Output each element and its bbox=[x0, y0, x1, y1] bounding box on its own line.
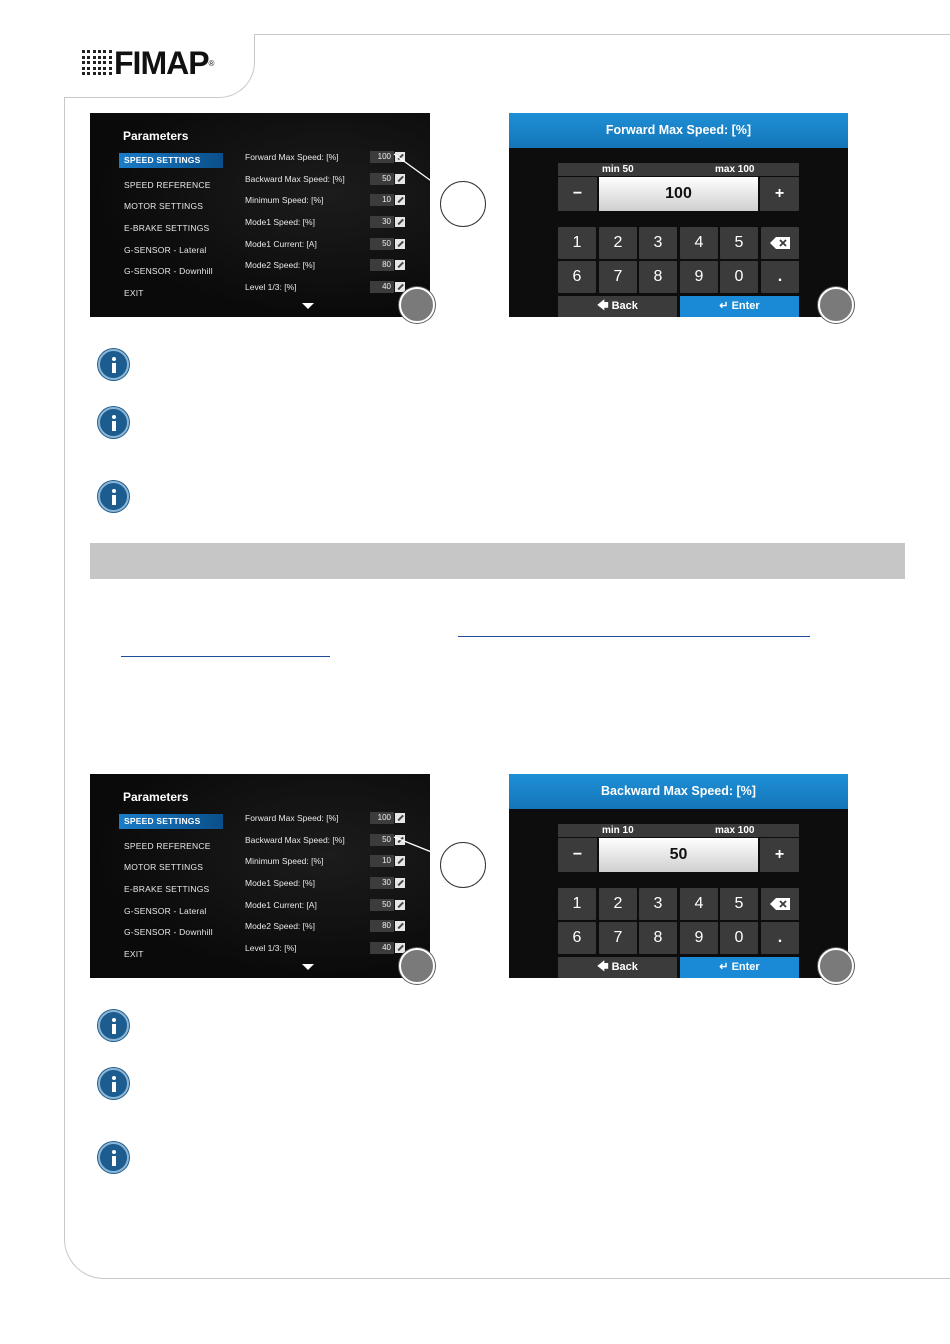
enter-icon: ↵ bbox=[719, 300, 729, 312]
menu-item-speed-settings[interactable]: SPEED SETTINGS bbox=[119, 814, 223, 829]
menu-item-speed-reference[interactable]: SPEED REFERENCE bbox=[124, 179, 211, 190]
arrow-left-icon: 🡄 bbox=[597, 961, 609, 973]
key-3[interactable]: 3 bbox=[639, 227, 677, 259]
parameters-screen-bottom bbox=[90, 774, 430, 978]
backspace-button[interactable] bbox=[761, 227, 799, 259]
param-label: Mode2 Speed: [%] bbox=[245, 921, 315, 932]
param-value: 80 bbox=[370, 920, 394, 932]
keypad-screen-forward bbox=[509, 113, 848, 317]
decrement-button[interactable]: − bbox=[558, 838, 597, 872]
key-2[interactable]: 2 bbox=[599, 227, 637, 259]
arrow-left-icon: 🡄 bbox=[597, 300, 609, 312]
key-7[interactable]: 7 bbox=[599, 922, 637, 954]
logo-dots-icon bbox=[82, 50, 112, 76]
range-min: min 10 bbox=[602, 825, 634, 836]
keypad-title: Backward Max Speed: [%] bbox=[509, 774, 848, 809]
param-label: Mode1 Current: [A] bbox=[245, 899, 317, 910]
figure-marker bbox=[399, 948, 435, 984]
param-label: Mode1 Speed: [%] bbox=[245, 216, 315, 227]
key-9[interactable]: 9 bbox=[680, 922, 718, 954]
edit-icon[interactable] bbox=[395, 217, 405, 227]
range-max: max 100 bbox=[715, 164, 755, 175]
edit-icon[interactable] bbox=[395, 921, 405, 931]
edit-icon[interactable] bbox=[395, 282, 405, 292]
keypad-title: Forward Max Speed: [%] bbox=[509, 113, 848, 148]
menu-item-motor-settings[interactable]: MOTOR SETTINGS bbox=[124, 201, 204, 212]
param-label: Forward Max Speed: [%] bbox=[245, 812, 339, 823]
param-value: 40 bbox=[370, 942, 394, 954]
key-6[interactable]: 6 bbox=[558, 922, 596, 954]
logo-registered-mark: ® bbox=[208, 58, 215, 68]
param-row-mode2-speed bbox=[245, 254, 405, 276]
menu-item-exit[interactable]: EXIT bbox=[124, 288, 144, 299]
page-border-bottom bbox=[64, 1236, 950, 1279]
param-label: Mode1 Current: [A] bbox=[245, 238, 317, 249]
key-8[interactable]: 8 bbox=[639, 261, 677, 293]
increment-button[interactable]: + bbox=[760, 177, 799, 211]
parameters-menu bbox=[119, 153, 229, 305]
edit-icon[interactable] bbox=[395, 239, 405, 249]
chevron-down-icon[interactable] bbox=[302, 964, 314, 970]
param-value: 50 bbox=[370, 834, 394, 846]
enter-button[interactable] bbox=[680, 296, 799, 317]
param-row-mode1-speed bbox=[245, 211, 405, 233]
figure-marker bbox=[818, 287, 854, 323]
backspace-button[interactable] bbox=[761, 888, 799, 920]
range-min: min 50 bbox=[602, 164, 634, 175]
parameters-screen-top bbox=[90, 113, 430, 317]
back-button[interactable] bbox=[558, 957, 677, 978]
hyperlink-underline[interactable] bbox=[458, 636, 810, 637]
key-2[interactable]: 2 bbox=[599, 888, 637, 920]
menu-item-e-brake-settings[interactable]: E-BRAKE SETTINGS bbox=[124, 223, 210, 234]
enter-label: Enter bbox=[731, 961, 760, 973]
menu-item-speed-reference[interactable]: SPEED REFERENCE bbox=[124, 840, 211, 851]
edit-icon[interactable] bbox=[395, 878, 405, 888]
key-decimal[interactable]: . bbox=[761, 922, 799, 954]
param-value: 50 bbox=[370, 238, 394, 250]
menu-item-g-sensor-lateral[interactable]: G-SENSOR - Lateral bbox=[124, 244, 207, 255]
param-label: Minimum Speed: [%] bbox=[245, 856, 324, 867]
back-button[interactable] bbox=[558, 296, 677, 317]
back-label: Back bbox=[611, 961, 638, 973]
param-label: Backward Max Speed: [%] bbox=[245, 173, 345, 184]
enter-button[interactable] bbox=[680, 957, 799, 978]
key-0[interactable]: 0 bbox=[720, 261, 758, 293]
edit-icon[interactable] bbox=[395, 260, 405, 270]
menu-item-g-sensor-lateral[interactable]: G-SENSOR - Lateral bbox=[124, 905, 207, 916]
parameters-title: Parameters bbox=[123, 790, 189, 804]
page-border-top bbox=[254, 34, 950, 35]
info-icon bbox=[98, 1010, 129, 1041]
callout-circle bbox=[440, 842, 486, 888]
param-value: 50 bbox=[370, 899, 394, 911]
param-value: 30 bbox=[370, 216, 394, 228]
menu-item-g-sensor-downhill[interactable]: G-SENSOR - Downhill bbox=[124, 266, 213, 277]
callout-circle bbox=[440, 181, 486, 227]
key-1[interactable]: 1 bbox=[558, 888, 596, 920]
key-6[interactable]: 6 bbox=[558, 261, 596, 293]
menu-item-speed-settings[interactable]: SPEED SETTINGS bbox=[119, 153, 223, 168]
decrement-button[interactable]: − bbox=[558, 177, 597, 211]
enter-label: Enter bbox=[731, 300, 760, 312]
key-7[interactable]: 7 bbox=[599, 261, 637, 293]
hyperlink-underline[interactable] bbox=[121, 656, 330, 657]
logo-text: FIMAP bbox=[114, 44, 209, 81]
param-row-level-1-3 bbox=[245, 276, 405, 298]
param-label: Mode2 Speed: [%] bbox=[245, 260, 315, 271]
param-value: 80 bbox=[370, 259, 394, 271]
info-icon bbox=[98, 1142, 129, 1173]
page-border-left bbox=[64, 97, 65, 1237]
key-0[interactable]: 0 bbox=[720, 922, 758, 954]
figure-marker bbox=[818, 948, 854, 984]
chevron-down-icon[interactable] bbox=[302, 303, 314, 309]
key-decimal[interactable]: . bbox=[761, 261, 799, 293]
param-value: 40 bbox=[370, 281, 394, 293]
param-value: 100 bbox=[370, 812, 394, 824]
param-value: 30 bbox=[370, 877, 394, 889]
param-row-mode1-current bbox=[245, 894, 405, 916]
keypad-screen-backward bbox=[509, 774, 848, 978]
figure-marker bbox=[399, 287, 435, 323]
param-label: Mode1 Speed: [%] bbox=[245, 877, 315, 888]
key-4[interactable]: 4 bbox=[680, 888, 718, 920]
increment-button[interactable]: + bbox=[760, 838, 799, 872]
key-9[interactable]: 9 bbox=[680, 261, 718, 293]
range-max: max 100 bbox=[715, 825, 755, 836]
menu-item-e-brake-settings[interactable]: E-BRAKE SETTINGS bbox=[124, 884, 210, 895]
edit-icon[interactable] bbox=[395, 943, 405, 953]
param-label: Backward Max Speed: [%] bbox=[245, 834, 345, 845]
edit-icon[interactable] bbox=[395, 900, 405, 910]
keypad-value-field[interactable]: 50 bbox=[599, 838, 758, 872]
param-value: 10 bbox=[370, 194, 394, 206]
backspace-icon bbox=[770, 898, 790, 910]
parameters-title: Parameters bbox=[123, 129, 189, 143]
info-icon bbox=[98, 481, 129, 512]
keypad-range bbox=[558, 163, 799, 176]
menu-item-exit[interactable]: EXIT bbox=[124, 949, 144, 960]
edit-icon[interactable] bbox=[395, 813, 405, 823]
keypad-value-field[interactable]: 100 bbox=[599, 177, 758, 211]
back-label: Back bbox=[611, 300, 638, 312]
enter-icon: ↵ bbox=[719, 961, 729, 973]
param-row-mode1-current bbox=[245, 233, 405, 255]
menu-item-motor-settings[interactable]: MOTOR SETTINGS bbox=[124, 862, 204, 873]
info-icon bbox=[98, 1068, 129, 1099]
key-3[interactable]: 3 bbox=[639, 888, 677, 920]
key-1[interactable]: 1 bbox=[558, 227, 596, 259]
menu-item-g-sensor-downhill[interactable]: G-SENSOR - Downhill bbox=[124, 927, 213, 938]
key-4[interactable]: 4 bbox=[680, 227, 718, 259]
backspace-icon bbox=[770, 237, 790, 249]
key-8[interactable]: 8 bbox=[639, 922, 677, 954]
info-icon bbox=[98, 407, 129, 438]
key-5[interactable]: 5 bbox=[720, 227, 758, 259]
brand-logo bbox=[82, 46, 214, 80]
parameters-menu bbox=[119, 814, 229, 966]
param-label: Level 1/3: [%] bbox=[245, 281, 297, 292]
param-row-mode2-speed bbox=[245, 915, 405, 937]
key-5[interactable]: 5 bbox=[720, 888, 758, 920]
param-label: Forward Max Speed: [%] bbox=[245, 151, 339, 162]
param-label: Level 1/3: [%] bbox=[245, 942, 297, 953]
param-label: Minimum Speed: [%] bbox=[245, 195, 324, 206]
info-icon bbox=[98, 349, 129, 380]
keypad-range bbox=[558, 824, 799, 837]
param-value: 100 bbox=[370, 151, 394, 163]
param-row-mode1-speed bbox=[245, 872, 405, 894]
section-heading-bar bbox=[90, 543, 905, 579]
param-value: 10 bbox=[370, 855, 394, 867]
param-row-level-1-3 bbox=[245, 937, 405, 959]
param-value: 50 bbox=[370, 173, 394, 185]
